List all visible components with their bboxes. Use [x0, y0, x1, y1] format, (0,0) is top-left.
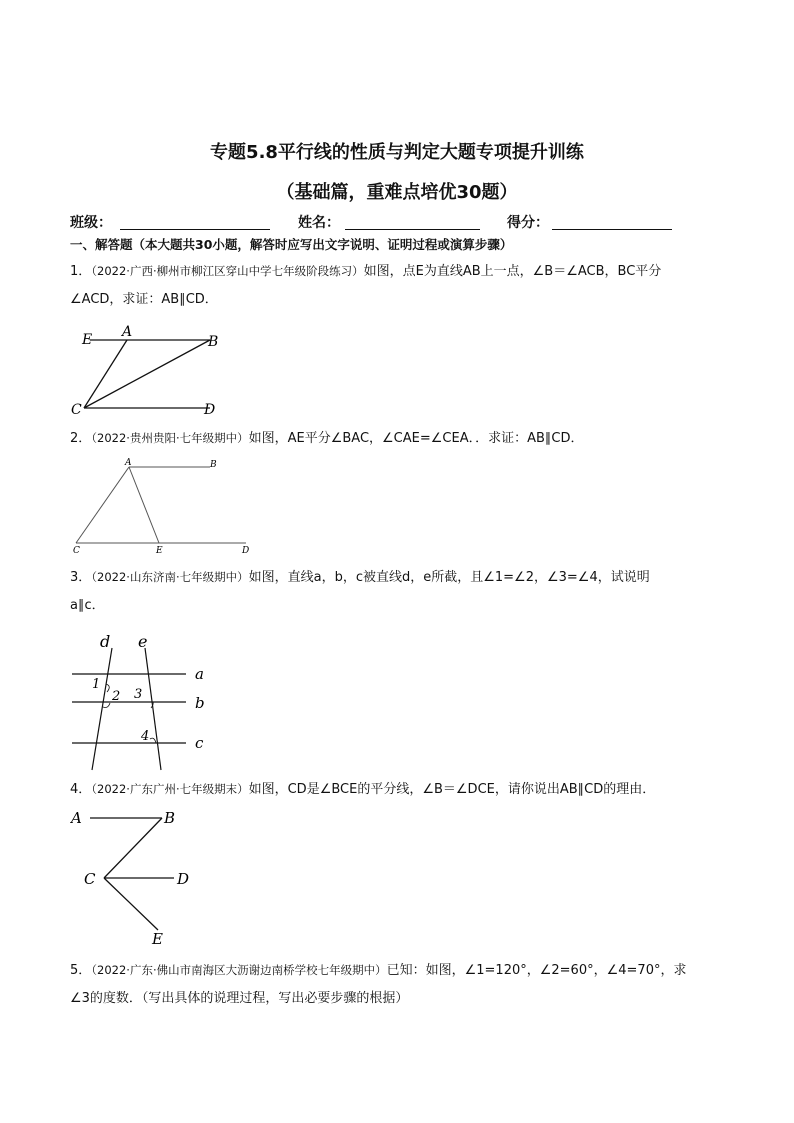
question-source: （2022·贵州贵阳·七年级期中）	[91, 431, 249, 445]
figure-q1	[70, 322, 240, 417]
label-a: a	[195, 665, 204, 683]
angle-arc-2	[103, 703, 110, 708]
question-number: 2．	[70, 431, 92, 446]
question-1	[70, 257, 730, 314]
figure-q2	[70, 455, 255, 555]
label-c: c	[195, 734, 204, 752]
label-C: C	[71, 402, 82, 417]
label-B: B	[164, 809, 176, 827]
score-field-line[interactable]	[552, 229, 672, 230]
label-D: D	[177, 870, 190, 888]
label-C: C	[73, 546, 80, 555]
label-E: E	[82, 332, 93, 348]
label-D: D	[204, 402, 216, 417]
question-text-cont: a∥c．	[70, 598, 105, 613]
question-number: 4．	[70, 782, 92, 797]
label-A: A	[125, 458, 132, 468]
line-d	[92, 648, 112, 770]
score-label: 得分：	[507, 215, 549, 231]
page-title: 专题5.8平行线的性质与判定大题专项提升训练	[210, 142, 584, 163]
label-e: e	[138, 632, 148, 651]
question-3	[70, 563, 730, 620]
label-angle-4: 4	[141, 729, 150, 744]
label-angle-1: 1	[92, 677, 101, 692]
label-E: E	[152, 930, 163, 948]
question-source: （2022·广东·佛山市南海区大沥谢边南桥学校七年级期中）	[91, 963, 387, 977]
label-B: B	[208, 334, 219, 350]
label-angle-3: 3	[134, 687, 143, 702]
line-CA	[84, 340, 127, 408]
line-e	[145, 648, 161, 770]
label-A: A	[122, 324, 133, 340]
question-text: 如图，CD是∠BCE的平分线，∠B＝∠DCE，请你说出AB∥CD的理由．	[248, 782, 656, 797]
label-D: D	[242, 546, 250, 555]
question-source: （2022·广东广州·七年级期末）	[91, 782, 249, 796]
question-2	[70, 424, 730, 453]
angle-arc-4	[150, 738, 156, 743]
question-text-cont: ∠3的度数．（写出具体的说理过程，写出必要步骤的根据）	[70, 991, 409, 1006]
line-BC	[104, 818, 162, 878]
question-text: 如图，AE平分∠BAC，∠CAE=∠CEA．．求证：AB∥CD．	[248, 431, 584, 446]
line-AE	[129, 467, 159, 543]
label-C: C	[84, 870, 96, 888]
question-source: （2022·广西·柳州市柳江区穿山中学七年级阶段练习）	[91, 264, 364, 278]
question-text: 如图，直线a，b，c被直线d，e所截，且∠1=∠2，∠3=∠4，试说明	[248, 570, 650, 585]
class-field-line[interactable]	[120, 229, 270, 230]
line-CE	[104, 878, 158, 930]
question-number: 5．	[70, 963, 92, 978]
question-text-cont: ∠ACD，求证：AB∥CD．	[70, 292, 218, 307]
name-label: 姓名：	[298, 215, 340, 231]
section-title: 一、解答题（本大题共30小题，解答时应写出文字说明、证明过程或演算步骤）	[70, 237, 513, 252]
class-label: 班级：	[70, 215, 112, 231]
label-b: b	[195, 694, 205, 712]
name-field-line[interactable]	[345, 229, 480, 230]
label-d: d	[100, 632, 111, 651]
question-text: 已知：如图，∠1=120°，∠2=60°，∠4=70°，求	[386, 963, 687, 978]
question-number: 1．	[70, 264, 92, 279]
label-E: E	[156, 546, 163, 555]
line-CB	[84, 340, 210, 408]
figure-q3	[70, 630, 220, 772]
question-source: （2022·山东济南·七年级期中）	[91, 570, 249, 584]
line-AC	[76, 467, 129, 543]
question-5	[70, 956, 730, 1013]
question-4	[70, 775, 730, 804]
label-A: A	[71, 809, 82, 827]
question-text: 如图，点E为直线AB上一点，∠B＝∠ACB，BC平分	[363, 264, 662, 279]
page-subtitle: （基础篇，重难点培优30题）	[276, 182, 518, 203]
question-number: 3．	[70, 570, 92, 585]
label-angle-2: 2	[112, 689, 121, 704]
figure-q4	[70, 806, 210, 951]
label-B: B	[210, 460, 217, 470]
